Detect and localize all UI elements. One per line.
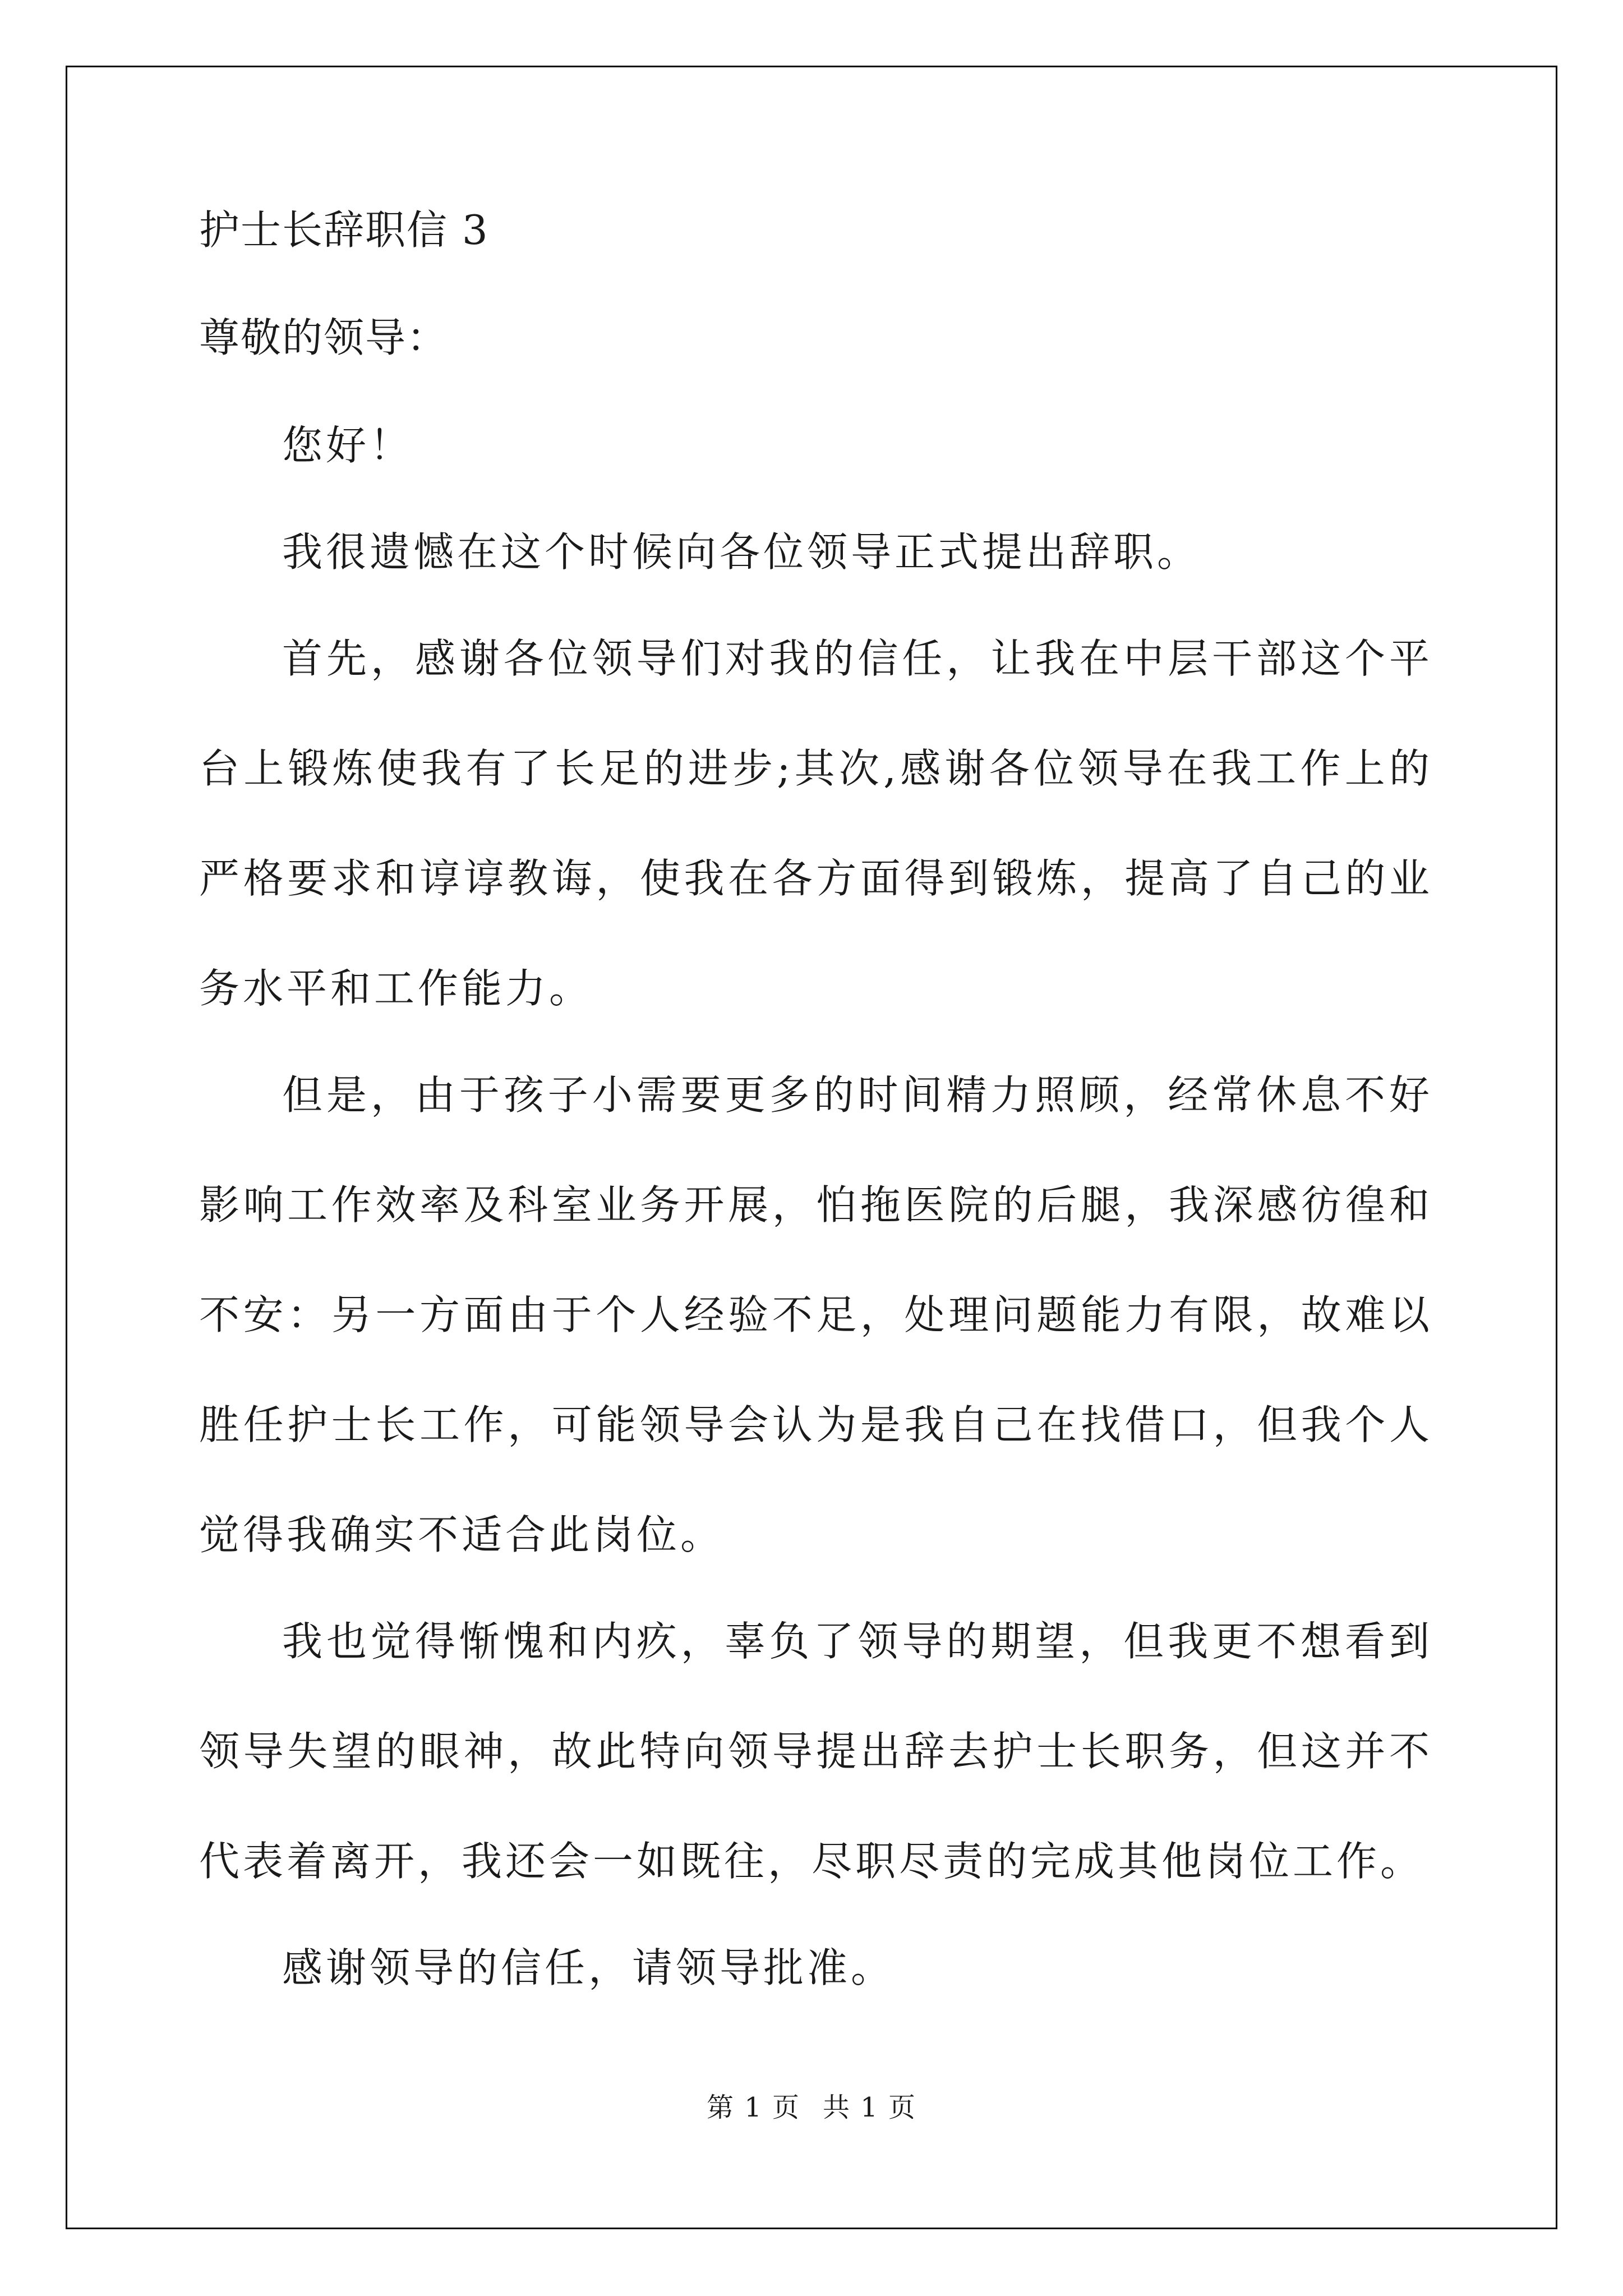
paragraph-resignation-statement: 我很遗憾在这个时候向各位领导正式提出辞职。 [282,528,1201,576]
salutation: 尊敬的领导： [199,314,449,361]
document-title: 护士长辞职信 3 [199,206,489,254]
paragraph-greeting: 您好！ [282,422,414,469]
paragraph-closing: 感谢领导的信任，请领导批准。 [282,1944,895,1991]
page-footer [0,2091,1623,2124]
page-total: 共 1 页 [823,2092,917,2123]
document-body [199,202,1433,2046]
paragraph-apology: 我也觉得惭愧和内疚，辜负了领导的期望，但我更不想看到领导失望的眼神，故此特向领导提出辞去护士长职务，但这并不代表着离开，我还会一如既往，尽职尽责的完成其他岗位工作。 [199,1618,1433,1885]
page-number: 第 1 页 [706,2092,800,2123]
paragraph-reasons: 但是，由于孩子小需要更多的时间精力照顾，经常休息不好影响工作效率及科室业务开展，怕拖医院的后腿，我深感彷徨和不安：另一方面由于个人经验不足，处理问题能力有限，故难以胜任护士长工作，可能领导会认为是我自己在找借口，但我个人觉得我确实不适合此岗位。 [199,1071,1433,1558]
paragraph-gratitude: 首先，感谢各位领导们对我的信任，让我在中层干部这个平台上锻炼使我有了长足的进步;其次,感谢各位领导在我工作上的严格要求和谆谆教诲，使我在各方面得到锻炼，提高了自己的业务水平和工作能力。 [199,635,1433,1012]
